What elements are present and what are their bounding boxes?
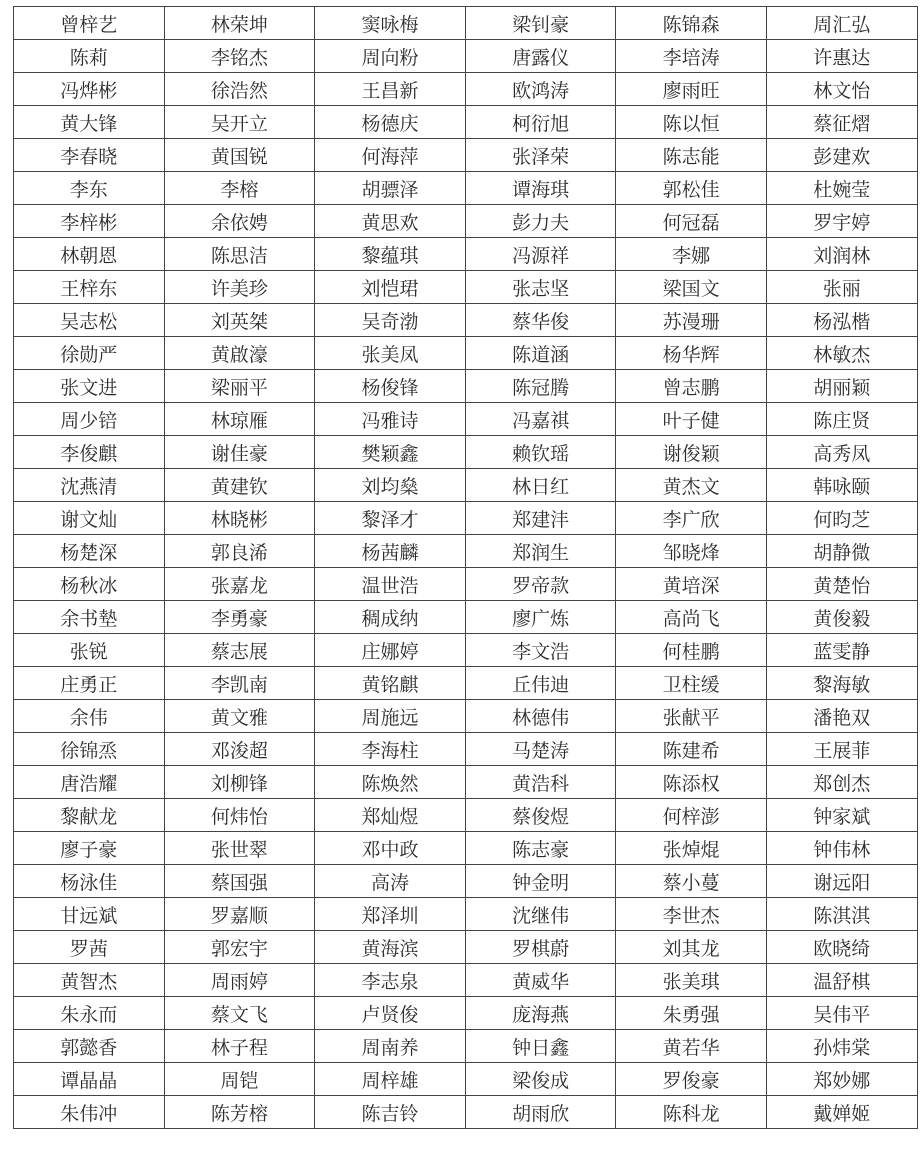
name-cell: 黄若华	[616, 1030, 767, 1063]
name-cell: 欧鸿涛	[465, 73, 616, 106]
name-cell: 何冠磊	[616, 205, 767, 238]
name-cell: 陈道涵	[465, 337, 616, 370]
name-cell: 梁钊豪	[465, 7, 616, 40]
name-cell: 黎献龙	[14, 799, 165, 832]
name-cell: 郑妙娜	[766, 1063, 917, 1096]
name-cell: 高秀凤	[766, 436, 917, 469]
name-cell: 周少锫	[14, 403, 165, 436]
name-cell: 林文怡	[766, 73, 917, 106]
name-cell: 李海柱	[315, 733, 466, 766]
name-cell: 李文浩	[465, 634, 616, 667]
name-cell: 王展菲	[766, 733, 917, 766]
table-row	[14, 964, 918, 997]
name-cell: 刘润林	[766, 238, 917, 271]
name-cell: 黄国锐	[164, 139, 315, 172]
name-cell: 冯烨彬	[14, 73, 165, 106]
name-cell: 李凯南	[164, 667, 315, 700]
name-cell: 陈吉铃	[315, 1096, 466, 1129]
name-cell: 朱勇强	[616, 997, 767, 1030]
name-cell: 梁丽平	[164, 370, 315, 403]
name-cell: 郭松佳	[616, 172, 767, 205]
table-row	[14, 106, 918, 139]
name-cell: 林德伟	[465, 700, 616, 733]
name-cell: 何昀芝	[766, 502, 917, 535]
name-cell: 唐浩耀	[14, 766, 165, 799]
name-cell: 冯嘉祺	[465, 403, 616, 436]
table-row	[14, 304, 918, 337]
name-cell: 彭力夫	[465, 205, 616, 238]
name-cell: 陈芳榕	[164, 1096, 315, 1129]
name-cell: 黄大锋	[14, 106, 165, 139]
name-cell: 张世翠	[164, 832, 315, 865]
table-row	[14, 205, 918, 238]
name-cell: 甘远斌	[14, 898, 165, 931]
table-row	[14, 139, 918, 172]
table-row	[14, 436, 918, 469]
name-cell: 韩咏颐	[766, 469, 917, 502]
table-row	[14, 1030, 918, 1063]
name-cell: 吴开立	[164, 106, 315, 139]
name-cell: 张文进	[14, 370, 165, 403]
name-cell: 钟家斌	[766, 799, 917, 832]
name-cell: 陈以恒	[616, 106, 767, 139]
table-row	[14, 601, 918, 634]
name-cell: 郑润生	[465, 535, 616, 568]
name-cell: 周梓雄	[315, 1063, 466, 1096]
name-cell: 廖广炼	[465, 601, 616, 634]
name-cell: 黄杰文	[616, 469, 767, 502]
name-cell: 罗嘉顺	[164, 898, 315, 931]
name-cell: 丘伟迪	[465, 667, 616, 700]
name-cell: 林日红	[465, 469, 616, 502]
name-cell: 郑建沣	[465, 502, 616, 535]
name-cell: 林子程	[164, 1030, 315, 1063]
table-row	[14, 271, 918, 304]
name-cell: 蔡华俊	[465, 304, 616, 337]
name-cell: 胡雨欣	[465, 1096, 616, 1129]
name-cell: 蔡国强	[164, 865, 315, 898]
table-row	[14, 403, 918, 436]
name-cell: 余伟	[14, 700, 165, 733]
name-cell: 卢贤俊	[315, 997, 466, 1030]
name-cell: 黄培深	[616, 568, 767, 601]
name-cell: 谢佳豪	[164, 436, 315, 469]
name-cell: 罗茜	[14, 931, 165, 964]
name-cell: 黄思欢	[315, 205, 466, 238]
name-cell: 梁俊成	[465, 1063, 616, 1096]
name-cell: 黄铭麒	[315, 667, 466, 700]
name-cell: 黄啟濠	[164, 337, 315, 370]
name-cell: 杨秋冰	[14, 568, 165, 601]
name-cell: 戴婵姬	[766, 1096, 917, 1129]
name-cell: 郭宏宇	[164, 931, 315, 964]
name-cell: 吴奇渤	[315, 304, 466, 337]
name-cell: 王梓东	[14, 271, 165, 304]
name-cell: 朱伟冲	[14, 1096, 165, 1129]
name-cell: 谢俊颖	[616, 436, 767, 469]
name-cell: 杨泓楷	[766, 304, 917, 337]
name-cell: 谢远阳	[766, 865, 917, 898]
name-cell: 周汇弘	[766, 7, 917, 40]
name-cell: 何梓澎	[616, 799, 767, 832]
name-cell: 冯雅诗	[315, 403, 466, 436]
name-cell: 刘英桀	[164, 304, 315, 337]
name-cell: 钟伟林	[766, 832, 917, 865]
name-cell: 张丽	[766, 271, 917, 304]
name-cell: 高涛	[315, 865, 466, 898]
table-row	[14, 535, 918, 568]
name-cell: 刘柳锋	[164, 766, 315, 799]
name-cell: 陈添权	[616, 766, 767, 799]
name-cell: 张献平	[616, 700, 767, 733]
name-cell: 张泽荣	[465, 139, 616, 172]
name-cell: 卫柱缓	[616, 667, 767, 700]
name-cell: 欧晓绮	[766, 931, 917, 964]
name-cell: 李广欣	[616, 502, 767, 535]
name-cell: 郑泽圳	[315, 898, 466, 931]
name-cell: 柯衍旭	[465, 106, 616, 139]
name-cell: 邓中政	[315, 832, 466, 865]
name-cell: 陈锦森	[616, 7, 767, 40]
name-cell: 张志坚	[465, 271, 616, 304]
table-row	[14, 634, 918, 667]
name-cell: 黄建钦	[164, 469, 315, 502]
name-cell: 杨茜麟	[315, 535, 466, 568]
table-row	[14, 568, 918, 601]
name-cell: 张嘉龙	[164, 568, 315, 601]
table-row	[14, 172, 918, 205]
name-cell: 钟金明	[465, 865, 616, 898]
name-cell: 杨华辉	[616, 337, 767, 370]
table-row	[14, 898, 918, 931]
name-cell: 李铭杰	[164, 40, 315, 73]
name-cell: 廖雨旺	[616, 73, 767, 106]
table-row	[14, 832, 918, 865]
name-cell: 郑创杰	[766, 766, 917, 799]
name-cell: 潘艳双	[766, 700, 917, 733]
name-cell: 陈焕然	[315, 766, 466, 799]
name-cell: 唐露仪	[465, 40, 616, 73]
name-cell: 余书墊	[14, 601, 165, 634]
name-cell: 林晓彬	[164, 502, 315, 535]
name-cell: 李东	[14, 172, 165, 205]
name-cell: 吴伟平	[766, 997, 917, 1030]
name-cell: 黎蕴琪	[315, 238, 466, 271]
name-cell: 高尚飞	[616, 601, 767, 634]
name-cell: 郭良浠	[164, 535, 315, 568]
name-cell: 曾梓艺	[14, 7, 165, 40]
name-cell: 廖子豪	[14, 832, 165, 865]
name-cell: 陈庄贤	[766, 403, 917, 436]
table-row	[14, 700, 918, 733]
table-row	[14, 337, 918, 370]
name-cell: 郭懿香	[14, 1030, 165, 1063]
name-cell: 黄浩科	[465, 766, 616, 799]
name-cell: 窦咏梅	[315, 7, 466, 40]
name-cell: 邹晓烽	[616, 535, 767, 568]
name-cell: 许惠达	[766, 40, 917, 73]
name-cell: 杨楚深	[14, 535, 165, 568]
name-cell: 杜婉莹	[766, 172, 917, 205]
name-cell: 罗棋蔚	[465, 931, 616, 964]
name-cell: 李志泉	[315, 964, 466, 997]
name-cell: 周雨婷	[164, 964, 315, 997]
name-cell: 杨德庆	[315, 106, 466, 139]
name-cell: 罗俊豪	[616, 1063, 767, 1096]
name-cell: 黄智杰	[14, 964, 165, 997]
name-cell: 郑灿煜	[315, 799, 466, 832]
name-cell: 杨泳佳	[14, 865, 165, 898]
table-row	[14, 469, 918, 502]
table-row	[14, 1063, 918, 1096]
name-cell: 温世浩	[315, 568, 466, 601]
name-cell: 李梓彬	[14, 205, 165, 238]
name-cell: 庞海燕	[465, 997, 616, 1030]
name-cell: 陈淇淇	[766, 898, 917, 931]
name-cell: 何桂鹏	[616, 634, 767, 667]
table-row	[14, 931, 918, 964]
name-cell: 梁国文	[616, 271, 767, 304]
name-cell: 庄娜婷	[315, 634, 466, 667]
name-cell: 陈冠腾	[465, 370, 616, 403]
name-cell: 黄俊毅	[766, 601, 917, 634]
name-cell: 陈建希	[616, 733, 767, 766]
name-cell: 徐锦烝	[14, 733, 165, 766]
name-cell: 胡骠泽	[315, 172, 466, 205]
name-cell: 林朝恩	[14, 238, 165, 271]
name-cell: 彭建欢	[766, 139, 917, 172]
table-row	[14, 73, 918, 106]
name-cell: 李勇豪	[164, 601, 315, 634]
name-cell: 罗宇婷	[766, 205, 917, 238]
table-row	[14, 7, 918, 40]
name-cell: 黄文雅	[164, 700, 315, 733]
name-cell: 赖钦瑶	[465, 436, 616, 469]
table-row	[14, 667, 918, 700]
name-cell: 樊颖鑫	[315, 436, 466, 469]
name-cell: 黎海敏	[766, 667, 917, 700]
table-row	[14, 502, 918, 535]
name-cell: 黄楚怡	[766, 568, 917, 601]
name-cell: 李榕	[164, 172, 315, 205]
name-cell: 张锐	[14, 634, 165, 667]
name-cell: 王昌新	[315, 73, 466, 106]
name-cell: 罗帝款	[465, 568, 616, 601]
name-cell: 谭海琪	[465, 172, 616, 205]
name-cell: 李俊麒	[14, 436, 165, 469]
name-cell: 苏漫珊	[616, 304, 767, 337]
name-cell: 蔡征熠	[766, 106, 917, 139]
name-cell: 曾志鹏	[616, 370, 767, 403]
table-row	[14, 997, 918, 1030]
name-cell: 周南养	[315, 1030, 466, 1063]
name-cell: 刘均燊	[315, 469, 466, 502]
name-cell: 周施远	[315, 700, 466, 733]
name-cell: 蓝雯静	[766, 634, 917, 667]
name-cell: 李春晓	[14, 139, 165, 172]
name-cell: 沈继伟	[465, 898, 616, 931]
name-cell: 李娜	[616, 238, 767, 271]
table-row	[14, 40, 918, 73]
name-cell: 陈科龙	[616, 1096, 767, 1129]
name-cell: 陈志能	[616, 139, 767, 172]
name-cell: 林荣坤	[164, 7, 315, 40]
table-row	[14, 733, 918, 766]
name-cell: 陈思洁	[164, 238, 315, 271]
name-cell: 黄威华	[465, 964, 616, 997]
name-cell: 李世杰	[616, 898, 767, 931]
names-table	[13, 6, 918, 1129]
name-cell: 钟日鑫	[465, 1030, 616, 1063]
name-cell: 徐勋严	[14, 337, 165, 370]
name-cell: 余依娉	[164, 205, 315, 238]
name-cell: 何炜怡	[164, 799, 315, 832]
name-cell: 朱永而	[14, 997, 165, 1030]
name-cell: 冯源祥	[465, 238, 616, 271]
name-cell: 周向粉	[315, 40, 466, 73]
name-cell: 胡静微	[766, 535, 917, 568]
name-cell: 庄勇正	[14, 667, 165, 700]
name-cell: 胡丽颖	[766, 370, 917, 403]
table-row	[14, 865, 918, 898]
name-cell: 林敏杰	[766, 337, 917, 370]
name-cell: 沈燕清	[14, 469, 165, 502]
name-cell: 黄海滨	[315, 931, 466, 964]
name-cell: 何海萍	[315, 139, 466, 172]
name-cell: 张焯焜	[616, 832, 767, 865]
name-cell: 陈志豪	[465, 832, 616, 865]
name-cell: 陈莉	[14, 40, 165, 73]
name-cell: 徐浩然	[164, 73, 315, 106]
name-cell: 蔡志展	[164, 634, 315, 667]
name-cell: 李培涛	[616, 40, 767, 73]
table-row	[14, 370, 918, 403]
name-cell: 叶子健	[616, 403, 767, 436]
name-cell: 刘恺珺	[315, 271, 466, 304]
name-cell: 稠成纳	[315, 601, 466, 634]
name-cell: 张美琪	[616, 964, 767, 997]
name-cell: 蔡俊煜	[465, 799, 616, 832]
table-row	[14, 799, 918, 832]
names-table-body	[14, 7, 918, 1129]
name-cell: 温舒棋	[766, 964, 917, 997]
name-cell: 周铠	[164, 1063, 315, 1096]
name-cell: 刘其龙	[616, 931, 767, 964]
name-cell: 林琼雁	[164, 403, 315, 436]
name-cell: 杨俊锋	[315, 370, 466, 403]
name-cell: 谭晶晶	[14, 1063, 165, 1096]
name-cell: 蔡小蔓	[616, 865, 767, 898]
name-cell: 邓浚超	[164, 733, 315, 766]
name-cell: 孙炜棠	[766, 1030, 917, 1063]
name-cell: 谢文灿	[14, 502, 165, 535]
table-row	[14, 766, 918, 799]
table-row	[14, 238, 918, 271]
name-cell: 吴志松	[14, 304, 165, 337]
name-cell: 蔡文飞	[164, 997, 315, 1030]
table-row	[14, 1096, 918, 1129]
name-cell: 许美珍	[164, 271, 315, 304]
name-cell: 马楚涛	[465, 733, 616, 766]
name-cell: 张美凤	[315, 337, 466, 370]
name-cell: 黎泽才	[315, 502, 466, 535]
